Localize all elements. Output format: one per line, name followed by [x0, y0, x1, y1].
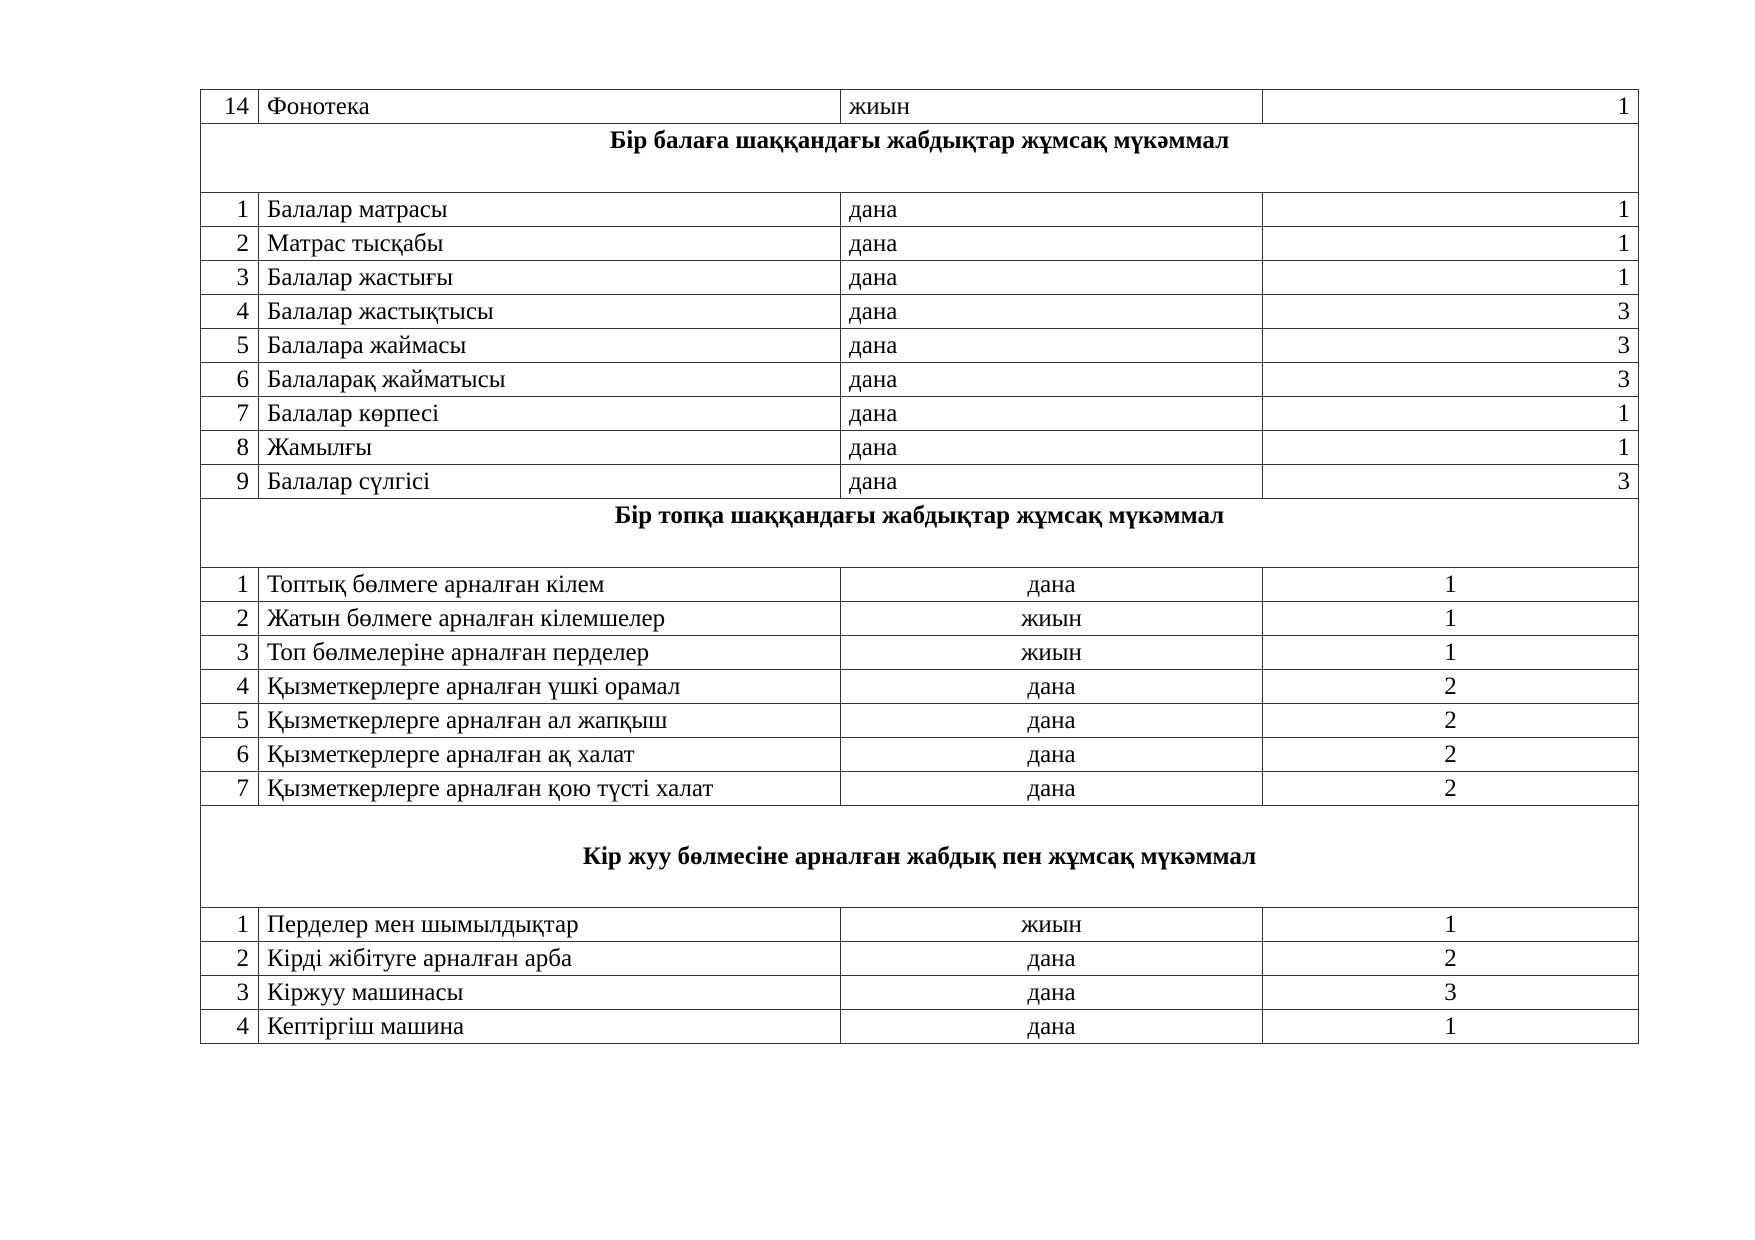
- item-name: Балалара жаймасы: [259, 329, 841, 363]
- row-number: 3: [201, 261, 259, 295]
- row-number: 7: [201, 772, 259, 806]
- row-number: 2: [201, 227, 259, 261]
- row-number: 3: [201, 636, 259, 670]
- row-number: 6: [201, 738, 259, 772]
- item-quantity: 3: [1263, 363, 1639, 397]
- section-heading-row: [201, 124, 1639, 193]
- table-row: [201, 465, 1639, 499]
- item-unit: жиын: [841, 602, 1263, 636]
- item-quantity: 1: [1263, 908, 1639, 942]
- section3-body: [201, 908, 1639, 1044]
- item-name: Балалар көрпесі: [259, 397, 841, 431]
- table-row: [201, 431, 1639, 465]
- row-number: 3: [201, 976, 259, 1010]
- table-row: [201, 329, 1639, 363]
- item-quantity: 1: [1263, 261, 1639, 295]
- row-number: 4: [201, 1010, 259, 1044]
- section2-body: [201, 568, 1639, 806]
- item-name: Жатын бөлмеге арналған кілемшелер: [259, 602, 841, 636]
- item-quantity: 2: [1263, 670, 1639, 704]
- item-unit: дана: [841, 568, 1263, 602]
- section-title: Кір жуу бөлмесіне арналған жабдық пен жұмсақ мүкәммал: [201, 806, 1639, 908]
- table-row: [201, 602, 1639, 636]
- item-name: Балалар сүлгісі: [259, 465, 841, 499]
- item-quantity: 1: [1263, 568, 1639, 602]
- item-unit: дана: [841, 295, 1263, 329]
- item-unit: дана: [841, 670, 1263, 704]
- row-number: 14: [201, 90, 259, 124]
- item-unit: дана: [841, 976, 1263, 1010]
- item-name: Топ бөлмелеріне арналған перделер: [259, 636, 841, 670]
- row-number: 5: [201, 329, 259, 363]
- item-quantity: 3: [1263, 329, 1639, 363]
- item-unit: дана: [841, 465, 1263, 499]
- row-number: 2: [201, 942, 259, 976]
- item-quantity: 2: [1263, 942, 1639, 976]
- item-unit: дана: [841, 1010, 1263, 1044]
- table-row: [201, 1010, 1639, 1044]
- table-row: [201, 908, 1639, 942]
- item-unit: дана: [841, 397, 1263, 431]
- item-unit: дана: [841, 227, 1263, 261]
- table-row: [201, 772, 1639, 806]
- item-name: Кіржуу машинасы: [259, 976, 841, 1010]
- item-quantity: 1: [1263, 397, 1639, 431]
- section-title: Бір балаға шаққандағы жабдықтар жұмсақ мүкәммал: [201, 124, 1639, 193]
- row-number: 1: [201, 193, 259, 227]
- table-row: [201, 636, 1639, 670]
- item-name: Топтық бөлмеге арналған кілем: [259, 568, 841, 602]
- table-row: [201, 227, 1639, 261]
- item-unit: дана: [841, 329, 1263, 363]
- item-unit: дана: [841, 193, 1263, 227]
- item-quantity: 3: [1263, 295, 1639, 329]
- row-number: 4: [201, 670, 259, 704]
- item-unit: дана: [841, 772, 1263, 806]
- row-number: 5: [201, 704, 259, 738]
- item-quantity: 3: [1263, 465, 1639, 499]
- item-unit: дана: [841, 704, 1263, 738]
- item-quantity: 2: [1263, 738, 1639, 772]
- table-row: [201, 295, 1639, 329]
- item-unit: дана: [841, 363, 1263, 397]
- row-number: 6: [201, 363, 259, 397]
- item-quantity: 1: [1263, 90, 1639, 124]
- item-name: Балалар матрасы: [259, 193, 841, 227]
- table-row: [201, 704, 1639, 738]
- item-name: Кептіргіш машина: [259, 1010, 841, 1044]
- item-name: Қызметкерлерге арналған ал жапқыш: [259, 704, 841, 738]
- table-row: [201, 261, 1639, 295]
- item-name: Матрас тысқабы: [259, 227, 841, 261]
- table-row: [201, 670, 1639, 704]
- item-name: Қызметкерлерге арналған ақ халат: [259, 738, 841, 772]
- item-quantity: 1: [1263, 193, 1639, 227]
- row-number: 8: [201, 431, 259, 465]
- table-row: [201, 738, 1639, 772]
- item-name: Қызметкерлерге арналған үшкі орамал: [259, 670, 841, 704]
- row-number: 4: [201, 295, 259, 329]
- item-name: Қызметкерлерге арналған қою түсті халат: [259, 772, 841, 806]
- inventory-table: [200, 89, 1639, 1044]
- item-name: Жамылғы: [259, 431, 841, 465]
- section-heading-row: [201, 806, 1639, 908]
- item-quantity: 1: [1263, 636, 1639, 670]
- item-name: Кірді жібітуге арналған арба: [259, 942, 841, 976]
- item-name: Перделер мен шымылдықтар: [259, 908, 841, 942]
- section-heading-row: [201, 499, 1639, 568]
- item-name: Фонотека: [259, 90, 841, 124]
- item-name: Балалар жастықтысы: [259, 295, 841, 329]
- row-number: 7: [201, 397, 259, 431]
- table-row: [201, 363, 1639, 397]
- table-row: [201, 568, 1639, 602]
- table-row: [201, 90, 1639, 124]
- section-title: Бір топқа шаққандағы жабдықтар жұмсақ мүкәммал: [201, 499, 1639, 568]
- item-quantity: 1: [1263, 1010, 1639, 1044]
- table-row: [201, 193, 1639, 227]
- item-unit: жиын: [841, 636, 1263, 670]
- item-unit: дана: [841, 942, 1263, 976]
- row-number: 2: [201, 602, 259, 636]
- item-unit: дана: [841, 738, 1263, 772]
- section1-body: [201, 193, 1639, 499]
- item-quantity: 1: [1263, 227, 1639, 261]
- table-row: [201, 976, 1639, 1010]
- item-unit: жиын: [841, 908, 1263, 942]
- item-quantity: 1: [1263, 602, 1639, 636]
- item-unit: дана: [841, 431, 1263, 465]
- table-row: [201, 397, 1639, 431]
- item-quantity: 3: [1263, 976, 1639, 1010]
- table-row: [201, 942, 1639, 976]
- item-unit: дана: [841, 261, 1263, 295]
- item-quantity: 1: [1263, 431, 1639, 465]
- item-unit: жиын: [841, 90, 1263, 124]
- item-quantity: 2: [1263, 704, 1639, 738]
- item-name: Балаларақ жайматысы: [259, 363, 841, 397]
- row-number: 1: [201, 568, 259, 602]
- item-name: Балалар жастығы: [259, 261, 841, 295]
- row-number: 1: [201, 908, 259, 942]
- item-quantity: 2: [1263, 772, 1639, 806]
- row-number: 9: [201, 465, 259, 499]
